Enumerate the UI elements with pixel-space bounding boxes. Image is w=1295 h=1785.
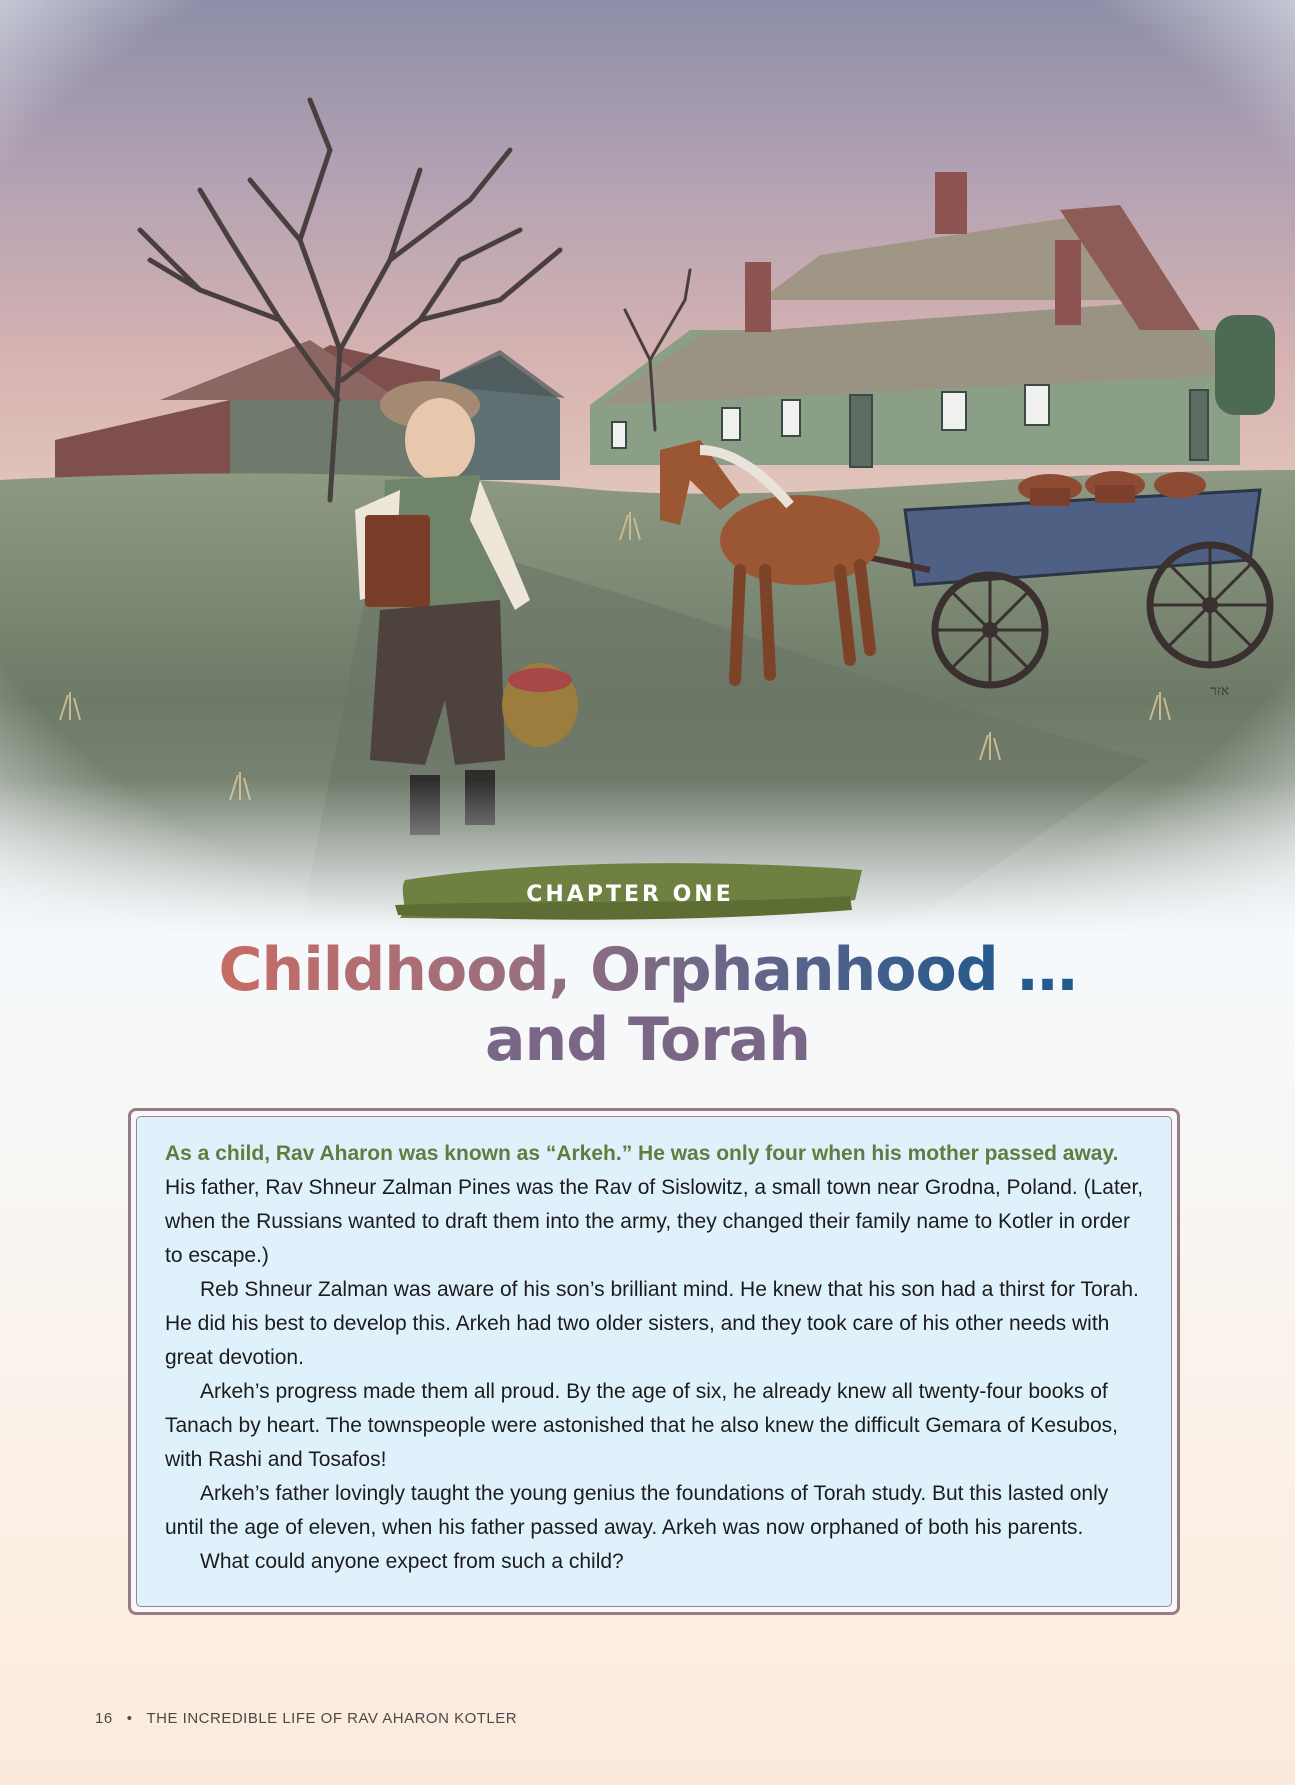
paragraph-5: What could anyone expect from such a child? <box>200 1550 624 1573</box>
chapter-label: CHAPTER ONE <box>526 881 734 907</box>
story-text-box <box>128 1108 1180 1615</box>
lead-sentence: As a child, Rav Aharon was known as “Arkeh.” He was only four when his mother passed away. <box>165 1142 1119 1165</box>
title-line-1: Childhood, Orphanhood … <box>212 935 1082 1005</box>
paragraph-2: Reb Shneur Zalman was aware of his son’s brilliant mind. He knew that his son had a thirst for Torah. He did his best to develop this. Arkeh had two older sisters, and they took care of his other needs with great devotion. <box>165 1278 1139 1369</box>
chapter-title <box>0 935 1295 1075</box>
page-footer <box>95 1710 517 1727</box>
story-text-panel <box>136 1116 1172 1607</box>
paragraph-1-text: His father, Rav Shneur Zalman Pines was the Rav of Sislowitz, a small town near Grodna, Poland. (Later, when the Russians wanted to draft them into the army, they changed their family name to Kotler in order to escape.) <box>165 1176 1144 1267</box>
paragraph-4: Arkeh’s father lovingly taught the young genius the foundations of Torah study. But this lasted only until the age of eleven, when his father passed away. Arkeh was now orphaned of both his parents. <box>165 1482 1109 1539</box>
book-title: THE INCREDIBLE LIFE OF RAV AHARON KOTLER <box>146 1710 518 1727</box>
title-line-2: and Torah <box>484 1005 810 1075</box>
paragraph-3: Arkeh’s progress made them all proud. By the age of six, he already knew all twenty-four books of Tanach by heart. The townspeople were astonished that he also knew the difficult Gemara of Kesubos, with Rashi and Tosafos! <box>165 1380 1118 1471</box>
footer-separator: • <box>126 1710 133 1727</box>
page-number: 16 <box>95 1710 113 1727</box>
paragraph-1 <box>165 1137 1147 1273</box>
